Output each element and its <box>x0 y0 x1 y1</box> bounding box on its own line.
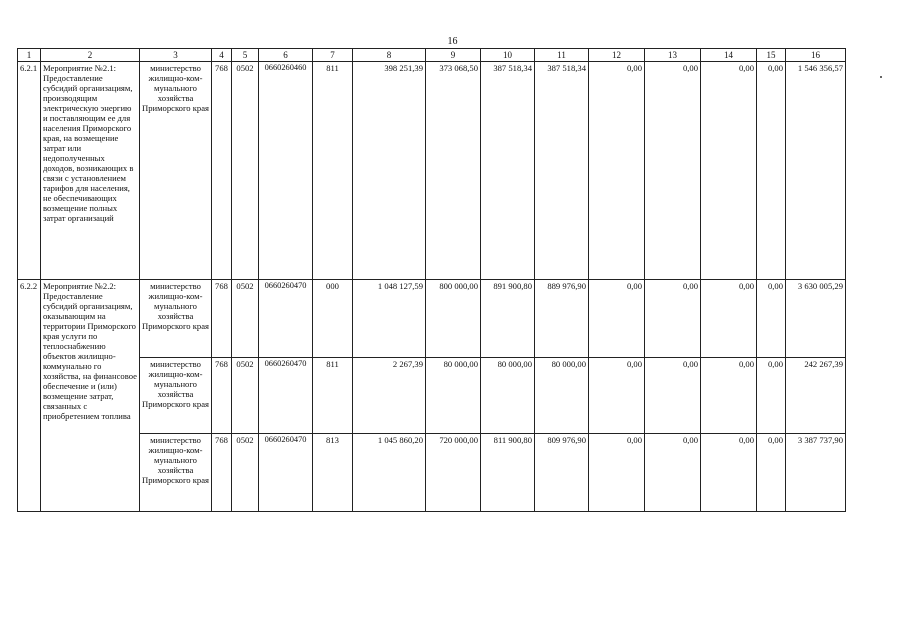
cell-c14: 0,00 <box>701 358 757 434</box>
cell-c11: 387 518,34 <box>535 62 589 280</box>
page-number: 16 <box>447 36 458 47</box>
cell-c11: 809 976,90 <box>535 434 589 512</box>
cell-c15: 0,00 <box>757 434 786 512</box>
scan-speck <box>880 76 882 78</box>
row-id: 6.2.2 <box>18 280 41 512</box>
header-cell: 2 <box>41 49 140 62</box>
header-cell: 3 <box>140 49 212 62</box>
cell-c13: 0,00 <box>645 62 701 280</box>
table-row <box>18 62 846 280</box>
header-cell: 4 <box>212 49 232 62</box>
header-cell: 14 <box>701 49 757 62</box>
table-row <box>18 434 846 512</box>
cell-c16: 3 387 737,90 <box>786 434 846 512</box>
cell-c14: 0,00 <box>701 280 757 358</box>
cell-c15: 0,00 <box>757 62 786 280</box>
cell-c16: 242 267,39 <box>786 358 846 434</box>
cell-c12: 0,00 <box>589 358 645 434</box>
cell-c9: 800 000,00 <box>426 280 481 358</box>
header-cell: 1 <box>18 49 41 62</box>
measure-name: Мероприятие №2.2: Предоставление субсидий организациям, оказывающим на территории Приморского края услуги по теплоснабжению объектов жилищно-коммунально го хозяйства, на финансовое обеспечение и (или) возмещение затрат, связанных с приобретением топлива <box>41 280 140 512</box>
cell-c13: 0,00 <box>645 280 701 358</box>
cell-c9: 720 000,00 <box>426 434 481 512</box>
header-cell: 15 <box>757 49 786 62</box>
header-cell: 11 <box>535 49 589 62</box>
cell-c5: 0502 <box>232 62 259 280</box>
header-cell: 16 <box>786 49 846 62</box>
cell-c7: 000 <box>313 280 353 358</box>
cell-c8: 2 267,39 <box>353 358 426 434</box>
header-cell: 8 <box>353 49 426 62</box>
cell-c8: 1 048 127,59 <box>353 280 426 358</box>
row-id: 6.2.1 <box>18 62 41 280</box>
ministry-name: министерство жилищно-ком-мунального хозяйства Приморского края <box>140 280 212 358</box>
cell-c5: 0502 <box>232 434 259 512</box>
cell-c12: 0,00 <box>589 280 645 358</box>
cell-c4: 768 <box>212 62 232 280</box>
cell-c10: 80 000,00 <box>481 358 535 434</box>
header-row <box>18 49 846 62</box>
cell-c13: 0,00 <box>645 358 701 434</box>
cell-c12: 0,00 <box>589 62 645 280</box>
cell-c10: 811 900,80 <box>481 434 535 512</box>
cell-c16: 3 630 005,29 <box>786 280 846 358</box>
ministry-name: министерство жилищно-ком-мунального хозяйства Приморского края <box>140 62 212 280</box>
cell-c4: 768 <box>212 358 232 434</box>
cell-c5: 0502 <box>232 280 259 358</box>
header-cell: 13 <box>645 49 701 62</box>
cell-c8: 1 045 860,20 <box>353 434 426 512</box>
ministry-name: министерство жилищно-ком-мунального хозяйства Приморского края <box>140 434 212 512</box>
cell-c6: 0660260460 <box>259 62 313 280</box>
cell-c6: 0660260470 <box>259 434 313 512</box>
cell-c5: 0502 <box>232 358 259 434</box>
cell-c11: 80 000,00 <box>535 358 589 434</box>
cell-c15: 0,00 <box>757 280 786 358</box>
cell-c11: 889 976,90 <box>535 280 589 358</box>
cell-c4: 768 <box>212 434 232 512</box>
cell-c8: 398 251,39 <box>353 62 426 280</box>
cell-c15: 0,00 <box>757 358 786 434</box>
header-cell: 6 <box>259 49 313 62</box>
cell-c9: 373 068,50 <box>426 62 481 280</box>
ministry-name: министерство жилищно-ком-мунального хозяйства Приморского края <box>140 358 212 434</box>
cell-c14: 0,00 <box>701 62 757 280</box>
cell-c16: 1 546 356,57 <box>786 62 846 280</box>
header-cell: 5 <box>232 49 259 62</box>
cell-c4: 768 <box>212 280 232 358</box>
header-cell: 12 <box>589 49 645 62</box>
cell-c6: 0660260470 <box>259 358 313 434</box>
cell-c13: 0,00 <box>645 434 701 512</box>
table-row <box>18 358 846 434</box>
header-cell: 9 <box>426 49 481 62</box>
cell-c14: 0,00 <box>701 434 757 512</box>
header-cell: 7 <box>313 49 353 62</box>
cell-c7: 813 <box>313 434 353 512</box>
measure-name: Мероприятие №2.1: Предоставление субсидий организациям, производящим электрическую энергию и поставляющим ее для населения Приморского края, на возмещение затрат или недополученных доходов, возникающих в связи с установлением тарифов для населения, не обеспечивающих возмещение полных затрат организаций <box>41 62 140 280</box>
cell-c9: 80 000,00 <box>426 358 481 434</box>
header-cell: 10 <box>481 49 535 62</box>
cell-c6: 0660260470 <box>259 280 313 358</box>
cell-c7: 811 <box>313 358 353 434</box>
cell-c10: 387 518,34 <box>481 62 535 280</box>
cell-c7: 811 <box>313 62 353 280</box>
budget-table <box>17 48 846 512</box>
cell-c10: 891 900,80 <box>481 280 535 358</box>
table-row <box>18 280 846 358</box>
cell-c12: 0,00 <box>589 434 645 512</box>
